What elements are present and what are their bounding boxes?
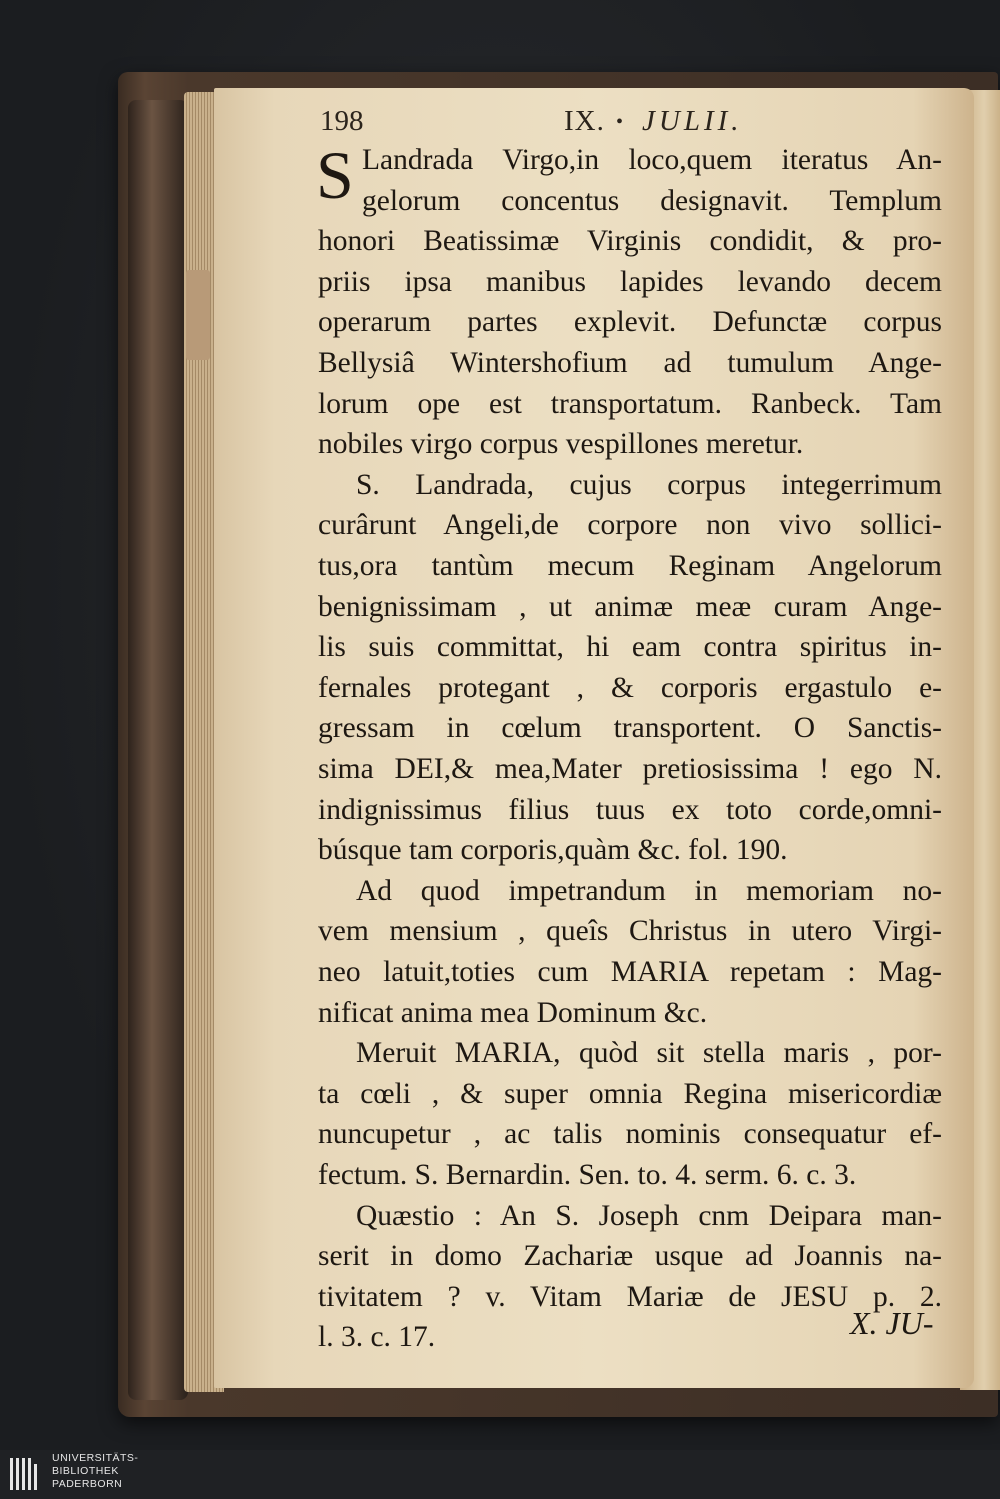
text-line: sima DEI,& mea,Mater pretiosissima ! ego N. xyxy=(318,753,942,785)
library-logo-icon xyxy=(8,1454,44,1494)
text-line: indignissimus filius tuus ex toto corde,omni- xyxy=(318,793,942,826)
text-line: Ad quod impetrandum in memoriam no- xyxy=(356,874,942,907)
text-line: búsque tam corporis,quàm &c. fol. 190. xyxy=(318,834,788,867)
text-line: Quæstio : An S. Joseph cnm Deipara man- xyxy=(356,1199,942,1232)
bookmark-tab xyxy=(186,270,210,360)
text-line: priis ipsa manibus lapides levando decem xyxy=(318,265,942,298)
running-head xyxy=(320,105,920,145)
text-line: operarum partes explevit. Defunctæ corpus xyxy=(318,306,942,339)
text-line: gressam in cœlum transportent. O Sanctis- xyxy=(318,712,942,745)
page-number: 198 xyxy=(320,105,364,137)
logo-line: UNIVERSITÄTS- xyxy=(52,1452,139,1464)
header-separator: • xyxy=(616,111,624,133)
text-line: Landrada Virgo,in loco,quem iteratus An- xyxy=(362,144,942,176)
catchword: X. JU- xyxy=(850,1305,934,1341)
text-line: ta cœli , & super omnia Regina misericordiæ xyxy=(318,1077,942,1110)
drop-cap: S xyxy=(316,137,354,213)
logo-line: BIBLIOTHEK xyxy=(52,1465,119,1477)
text-line: honori Beatissimæ Virginis condidit, & pro- xyxy=(318,225,942,258)
text-line: l. 3. c. 17. xyxy=(318,1321,436,1354)
text-line: nuncupetur , ac talis nominis consequatur ef- xyxy=(318,1118,942,1151)
text-line: serit in domo Zachariæ usque ad Joannis na- xyxy=(318,1240,942,1273)
text-line: benignissimam , ut animæ meæ curam Ange- xyxy=(318,590,942,623)
text-line: curârunt Angeli,de corpore non vivo sollici- xyxy=(318,509,942,542)
text-line: gelorum concentus designavit. Templum xyxy=(362,184,942,217)
book-spine xyxy=(128,100,188,1400)
logo-line: PADERBORN xyxy=(52,1478,123,1490)
text-line: tus,ora tantùm mecum Reginam Angelorum xyxy=(318,550,942,582)
text-line: tivitatem ? v. Vitam Mariæ de JESU p. 2. xyxy=(318,1280,942,1313)
text-line: Meruit MARIA, quòd sit stella maris , por- xyxy=(356,1037,942,1070)
text-line: vem mensium , queîs Christus in utero Virgi- xyxy=(318,915,942,948)
text-line: lis suis committat, hi eam contra spiritus in- xyxy=(318,631,942,664)
text-line: fectum. S. Bernardin. Sen. to. 4. serm. 6. c. 3. xyxy=(318,1159,857,1191)
text-line: Bellysiâ Wintershofium ad tumulum Ange- xyxy=(318,347,942,379)
text-line: S. Landrada, cujus corpus integerrimum xyxy=(356,468,942,501)
header-month: JULII. xyxy=(642,105,743,137)
library-logo-text xyxy=(52,1452,192,1491)
text-line: neo latuit,toties cum MARIA repetam : Mag- xyxy=(318,956,942,988)
text-line: fernales protegant , & corporis ergastulo e- xyxy=(318,671,942,704)
header-day: IX. xyxy=(564,105,605,137)
text-line: lorum ope est transportatum. Ranbeck. Tam xyxy=(318,387,942,420)
text-line: nobiles virgo corpus vespillones meretur. xyxy=(318,428,804,461)
text-line: nificat anima mea Dominum &c. xyxy=(318,996,708,1029)
